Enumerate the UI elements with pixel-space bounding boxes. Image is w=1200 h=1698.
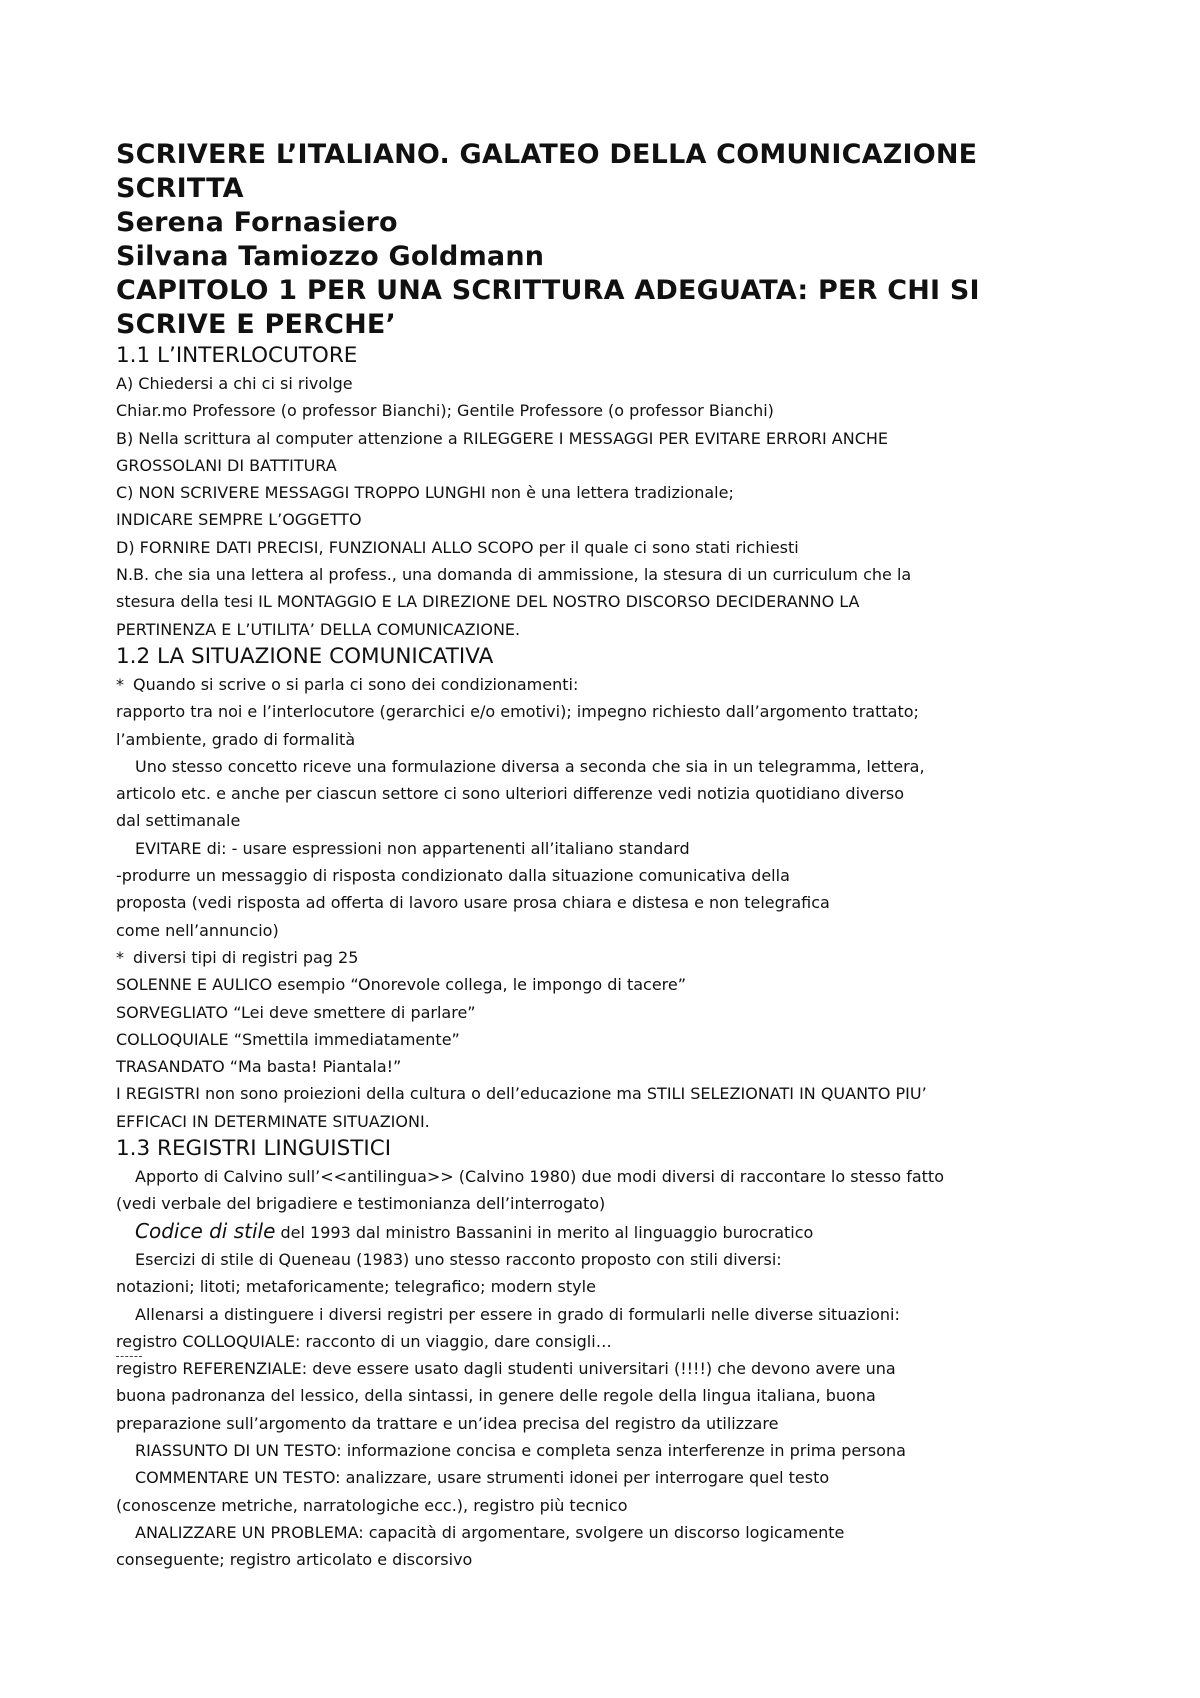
text-span: del 1993 dal ministro Bassanini in merito al linguaggio burocratico xyxy=(275,1222,814,1242)
text-line: EFFICACI IN DETERMINATE SITUAZIONI. xyxy=(116,1111,430,1131)
text-line: notazioni; litoti; metaforicamente; telegrafico; modern style xyxy=(116,1277,596,1297)
text-line xyxy=(116,1328,1116,1355)
section-heading-1-2: 1.2 LA SITUAZIONE COMUNICATIVA xyxy=(116,643,494,669)
text-span: EVITARE di: - usare espressioni non appartenenti all’italiano standard xyxy=(135,838,690,858)
text-span: Quando si scrive o si parla ci sono dei condizionamenti: xyxy=(133,674,579,694)
text-line: -produrre un messaggio di risposta condizionato dalla situazione comunicativa della xyxy=(116,866,790,886)
author-1: Serena Fornasiero xyxy=(116,207,398,238)
text-line: B) Nella scrittura al computer attenzione a RILEGGERE I MESSAGGI PER EVITARE ERRORI ANCHE xyxy=(116,428,889,448)
text-line: TRASANDATO “Ma basta! Piantala!” xyxy=(116,1057,402,1077)
text-span: RIASSUNTO DI UN TESTO: informazione concisa e completa senza interferenze in prima persona xyxy=(135,1440,906,1460)
text-line: proposta (vedi risposta ad offerta di lavoro usare prosa chiara e distesa e non telegrafica xyxy=(116,893,830,913)
section-heading-1-3: 1.3 REGISTRI LINGUISTICI xyxy=(116,1136,392,1162)
text-line: C) NON SCRIVERE MESSAGGI TROPPO LUNGHI non è una lettera tradizionale; xyxy=(116,483,734,503)
text-line: (conoscenze metriche, narratologiche ecc.), registro più tecnico xyxy=(116,1495,628,1515)
text-line xyxy=(116,1163,1116,1190)
text-line: PERTINENZA E L’UTILITA’ DELLA COMUNICAZIONE. xyxy=(116,619,521,639)
text-span: Allenarsi a distinguere i diversi registri per essere in grado di formularli nelle diverse situazioni: xyxy=(135,1304,900,1324)
document-title-line-1: SCRIVERE L’ITALIANO. GALATEO DELLA COMUNICAZIONE xyxy=(116,139,978,170)
text-line xyxy=(116,1218,1116,1246)
text-line xyxy=(116,753,1116,780)
text-line xyxy=(116,1301,1116,1328)
text-line xyxy=(116,1437,1116,1464)
document-title-line-2: SCRITTA xyxy=(116,173,244,204)
text-span: Uno stesso concetto riceve una formulazione diversa a seconda che sia in un telegramma, lettera, xyxy=(135,756,925,776)
text-line xyxy=(116,1246,1116,1273)
text-line: conseguente; registro articolato e discorsivo xyxy=(116,1550,473,1570)
section-heading-1-1: 1.1 L’INTERLOCUTORE xyxy=(116,343,358,368)
document-page xyxy=(116,138,1116,1573)
text-line: COLLOQUIALE “Smettila immediatamente” xyxy=(116,1029,460,1049)
text-line xyxy=(116,1464,1116,1491)
text-line xyxy=(116,835,1116,862)
text-span: Esercizi di stile di Queneau (1983) uno stesso racconto proposto con stili diversi: xyxy=(135,1249,782,1269)
text-span: COMMENTARE UN TESTO: analizzare, usare strumenti idonei per interrogare quel testo xyxy=(135,1468,830,1488)
asterisk-marker: * xyxy=(116,674,124,694)
italic-title: Codice di stile xyxy=(135,1218,276,1243)
text-line xyxy=(116,1519,1116,1546)
text-line: A) Chiedersi a chi ci si rivolge xyxy=(116,374,353,393)
chapter-title-line-2: SCRIVE E PERCHE’ xyxy=(116,309,397,340)
text-line: (vedi verbale del brigadiere e testimonianza dell’interrogato) xyxy=(116,1194,606,1214)
text-line: dal settimanale xyxy=(116,811,241,831)
text-line: stesura della tesi IL MONTAGGIO E LA DIREZIONE DEL NOSTRO DISCORSO DECIDERANNO LA xyxy=(116,592,860,612)
text-line: buona padronanza del lessico, della sintassi, in genere delle regole della lingua italiana, buona xyxy=(116,1386,876,1406)
text-line: come nell’annuncio) xyxy=(116,920,279,940)
text-line: preparazione sull’argomento da trattare e un’idea precisa del registro da utilizzare xyxy=(116,1413,779,1433)
text-span: diversi tipi di registri pag 25 xyxy=(133,947,359,967)
text-line: N.B. che sia una lettera al profess., una domanda di ammissione, la stesura di un curriculum che la xyxy=(116,565,912,585)
text-line: GROSSOLANI DI BATTITURA xyxy=(116,455,337,475)
text-line: rapporto tra noi e l’interlocutore (gerarchici e/o emotivi); impegno richiesto dall’argomento trattato; xyxy=(116,702,919,722)
text-line: SOLENNE E AULICO esempio “Onorevole collega, le impongo di tacere” xyxy=(116,975,687,995)
text-line xyxy=(116,944,1116,971)
text-span: registro COLLOQUIALE: racconto di un viaggio, dare consigli… xyxy=(116,1331,612,1351)
text-line: I REGISTRI non sono proiezioni della cultura o dell’educazione ma STILI SELEZIONATI IN QUANTO PIU’ xyxy=(116,1084,927,1104)
text-line: D) FORNIRE DATI PRECISI, FUNZIONALI ALLO SCOPO per il quale ci sono stati richiesti xyxy=(116,537,799,557)
text-line: INDICARE SEMPRE L’OGGETTO xyxy=(116,510,362,530)
text-span: Apporto di Calvino sull’<<antilingua>> (Calvino 1980) due modi diversi di raccontare lo stesso fatto xyxy=(135,1167,944,1187)
text-line: SORVEGLIATO “Lei deve smettere di parlare” xyxy=(116,1002,476,1022)
text-line xyxy=(116,671,1116,698)
text-line: articolo etc. e anche per ciascun settore ci sono ulteriori differenze vedi notizia quotidiano diverso xyxy=(116,784,905,804)
text-line: Chiar.mo Professore (o professor Bianchi); Gentile Professore (o professor Bianchi) xyxy=(116,401,774,421)
chapter-title-line-1: CAPITOLO 1 PER UNA SCRITTURA ADEGUATA: PER CHI SI xyxy=(116,275,980,306)
text-line: registro REFERENZIALE: deve essere usato dagli studenti universitari (!!!!) che devono avere una xyxy=(116,1359,896,1379)
asterisk-marker: * xyxy=(116,947,124,967)
author-2: Silvana Tamiozzo Goldmann xyxy=(116,241,545,272)
text-span: ANALIZZARE UN PROBLEMA: capacità di argomentare, svolgere un discorso logicamente xyxy=(135,1522,845,1542)
text-line: l’ambiente, grado di formalità xyxy=(116,729,356,749)
